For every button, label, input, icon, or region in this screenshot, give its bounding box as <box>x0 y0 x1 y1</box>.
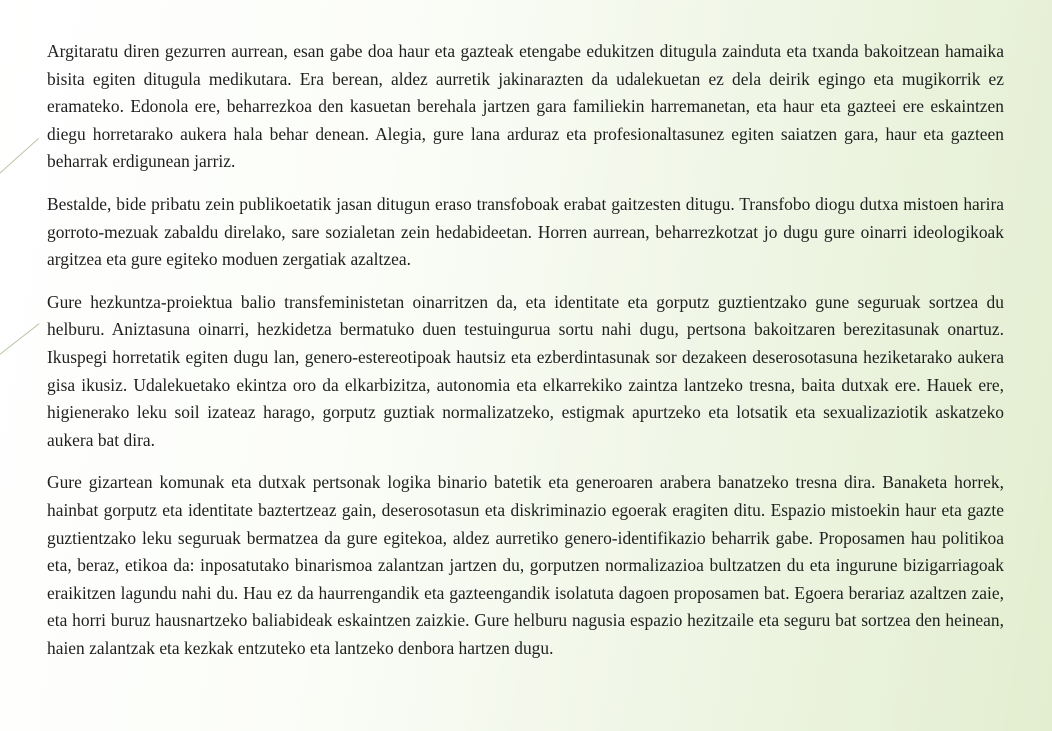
decorative-line <box>0 323 40 361</box>
paragraph-4: Gure gizartean komunak eta dutxak pertsonak logika binario batetik eta generoaren arabera banatzeko tresna dira. Banaketa horrek, hainbat gorputz eta identitate baztertzeaz gain, deserosotasun eta diskriminazio egoerak eragiten ditu. Espazio mistoekin haur eta gazte guztientzako leku seguruak bermatzea da gure egitekoa, aldez aurretiko genero-identifikazio beharrik gabe. Proposamen hau politikoa eta, beraz, etikoa da: inposatutako binarismoa zalantzan jartzen du, gorputzen normalizazioa bultzatzen du eta ingurune bizigarriagoak eraikitzen lagundu nahi du. Hau ez da haurrengandik eta gazteengandik isolatuta dagoen proposamen bat. Egoera berariaz azaltzen zaie, eta horri buruz hausnartzeko baliabideak eskaintzen zaizkie. Gure helburu nagusia espazio hezitzaile eta seguru bat sortzea den heinean, haien zalantzak eta kezkak entzuteko eta lantzeko denbora hartzen dugu. <box>47 472 1004 658</box>
paragraph-2: Bestalde, bide pribatu zein publikoetatik jasan ditugun eraso transfoboak erabat gaitzesten ditugu. Transfobo diogu dutxa mistoen harira gorroto-mezuak zabaldu direlako, sare sozialetan zein hedabideetan. Horren aurrean, beharrezkotzat jo dugu gure oinarri ideologikoak argitzea eta gure egiteko moduen zergatiak azaltzea. <box>47 193 1004 270</box>
document-body <box>47 38 1004 677</box>
decorative-line <box>0 138 39 179</box>
paragraph-1: Argitaratu diren gezurren aurrean, esan gabe doa haur eta gazteak etengabe edukitzen ditugula zainduta eta txanda bakoitzean hamaika bisita egiten ditugula medikutara. Era berean, aldez aurretik jakinarazten da udalekuetan ez dela deirik egingo eta mugikorrik ez eramateko. Edonola ere, beharrezkoa den kasuetan berehala jartzen gara familiekin harremanetan, eta haur eta gazteei ere eskaintzen diegu horretarako aukera hala behar denean. Alegia, gure lana arduraz eta profesionaltasunez egiten saiatzen gara, haur eta gazteen beharrak erdigunean jarriz. <box>47 41 1004 172</box>
paragraph-3: Gure hezkuntza-proiektua balio transfeministetan oinarritzen da, eta identitate eta gorputz guztientzako gune seguruak sortzea du helburu. Aniztasuna oinarri, hezkidetza bermatuko duen testuingurua sortu nahi dugu, pertsona bakoitzaren berezitasunak onartuz. Ikuspegi horretatik egiten dugu lan, genero-estereotipoak hautsiz eta ezberdintasunak sor dezakeen deserosotasuna heziketarako aukera gisa ikusiz. Udalekuetako ekintza oro da elkarbizitza, autonomia eta elkarrekiko zaintza lantzeko tresna, baita dutxak ere. Hauek ere, higienerako leku soil izateaz harago, gorputz guztiak normalizatzeko, estigmak apurtzeko eta lotsatik eta sexualizaziotik askatzeko aukera bat dira. <box>47 291 1004 450</box>
